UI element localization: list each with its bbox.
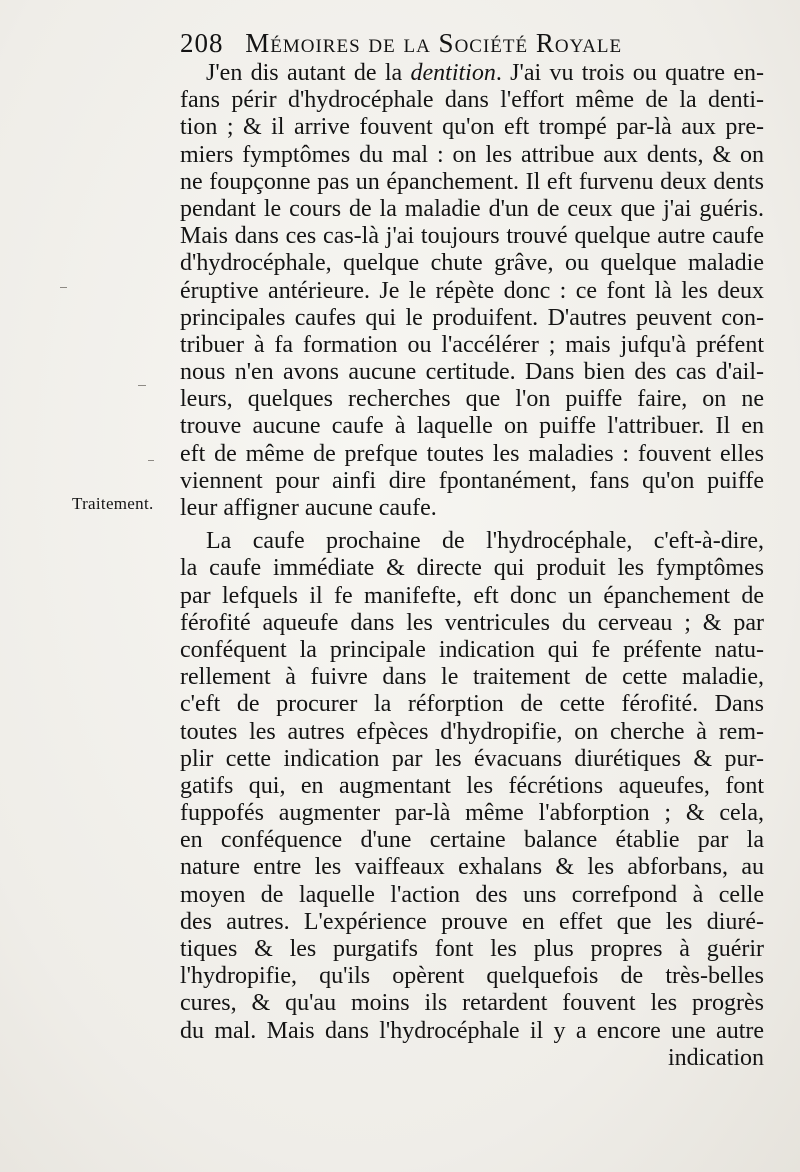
text-line: par lefquels il fe manifefte, eft donc un épanchement de	[180, 582, 764, 609]
text-line: fans périr d'hydrocéphale dans l'effort même de la denti-	[180, 87, 764, 114]
text-line: férofité aqueufe dans les ventricules du cerveau ; & par	[180, 609, 764, 636]
text-line: l'hydropifie, qu'ils opèrent quelquefois de très-belles	[180, 963, 764, 990]
text-line: La caufe prochaine de l'hydrocéphale, c'eft-à-dire,	[206, 528, 764, 555]
text-line: pendant le cours de la maladie d'un de ceux que j'ai guéris.	[180, 195, 764, 222]
text-line: tribuer à fa formation ou l'accélérer ; mais jufqu'à préfent	[180, 331, 764, 358]
text-line: leur affigner aucune caufe.	[180, 495, 437, 521]
text-line: en conféquence d'une certaine balance établie par la	[180, 827, 764, 854]
text-line: conféquent la principale indication qui fe préfente natu-	[180, 636, 764, 663]
page-number: 208	[180, 28, 224, 58]
italic-word: dentition	[410, 60, 496, 86]
margin-note: Traitement.	[72, 494, 154, 513]
text-line: trouve aucune caufe à laquelle on puiffe l'attribuer. Il en	[180, 413, 764, 440]
text-line: rellement à fuivre dans le traitement de cette maladie,	[180, 664, 764, 691]
running-header	[180, 28, 720, 59]
text-line: leurs, quelques recherches que l'on puiffe faire, on ne	[180, 386, 764, 413]
text-line: éruptive antérieure. Je le répète donc : ce font là les deux	[180, 277, 764, 304]
text-line: miers fymptômes du mal : on les attribue aux dents, & on	[180, 141, 764, 168]
print-speck	[60, 287, 67, 288]
text-line: tiques & les purgatifs font les plus propres à guérir	[180, 936, 764, 962]
text-line: la caufe immédiate & directe qui produit les fymptômes	[180, 555, 764, 582]
text-line: principales caufes qui le produifent. D'autres peuvent con-	[180, 304, 764, 331]
catchword: indication	[668, 1044, 764, 1071]
text-line: gatifs qui, en augmentant les fécrétions aqueufes, font	[180, 772, 764, 799]
print-speck	[148, 460, 154, 461]
text-line: du mal. Mais dans l'hydrocéphale il y a encore une autre	[180, 1017, 764, 1044]
text-line: fuppofés augmenter par-là même l'abforption ; & cela,	[180, 800, 764, 827]
text-line: plir cette indication par les évacuans diurétiques & pur-	[180, 745, 764, 772]
text-line: d'hydrocéphale, quelque chute grâve, ou quelque maladie	[180, 250, 764, 277]
text-line: toutes les autres efpèces d'hydropifie, on cherche à rem-	[180, 718, 764, 745]
text-line: nature entre les vaiffeaux exhalans & les abforbans, au	[180, 854, 764, 881]
text-line: ne foupçonne pas un épanchement. Il eft furvenu deux dents	[180, 168, 764, 195]
text-line: cures, & qu'au moins ils retardent fouvent les progrès	[180, 990, 764, 1017]
running-title: Mémoires de la Société Royale	[245, 28, 623, 58]
text-line: Mais dans ces cas-là j'ai toujours trouvé quelque autre caufe	[180, 223, 764, 250]
text-line: c'eft de procurer la réforption de cette férofité. Dans	[180, 691, 764, 718]
body-text	[180, 60, 764, 1072]
text-line: des autres. L'expérience prouve en effet que les diuré-	[180, 908, 764, 935]
text-line: moyen de laquelle l'action des uns correfpond à celle	[180, 881, 764, 908]
text-line: tion ; & il arrive fouvent qu'on eft trompé par-là aux pre-	[180, 114, 764, 141]
text-line: viennent pour ainfi dire fpontanément, fans qu'on puiffe	[180, 467, 764, 494]
print-speck	[138, 385, 146, 386]
text-line: nous n'en avons aucune certitude. Dans bien des cas d'ail-	[180, 359, 764, 386]
text-line: eft de même de prefque toutes les maladies : fouvent elles	[180, 440, 764, 467]
text-line: J'en dis autant de la dentition. J'ai vu trois ou quatre en-	[206, 60, 764, 86]
